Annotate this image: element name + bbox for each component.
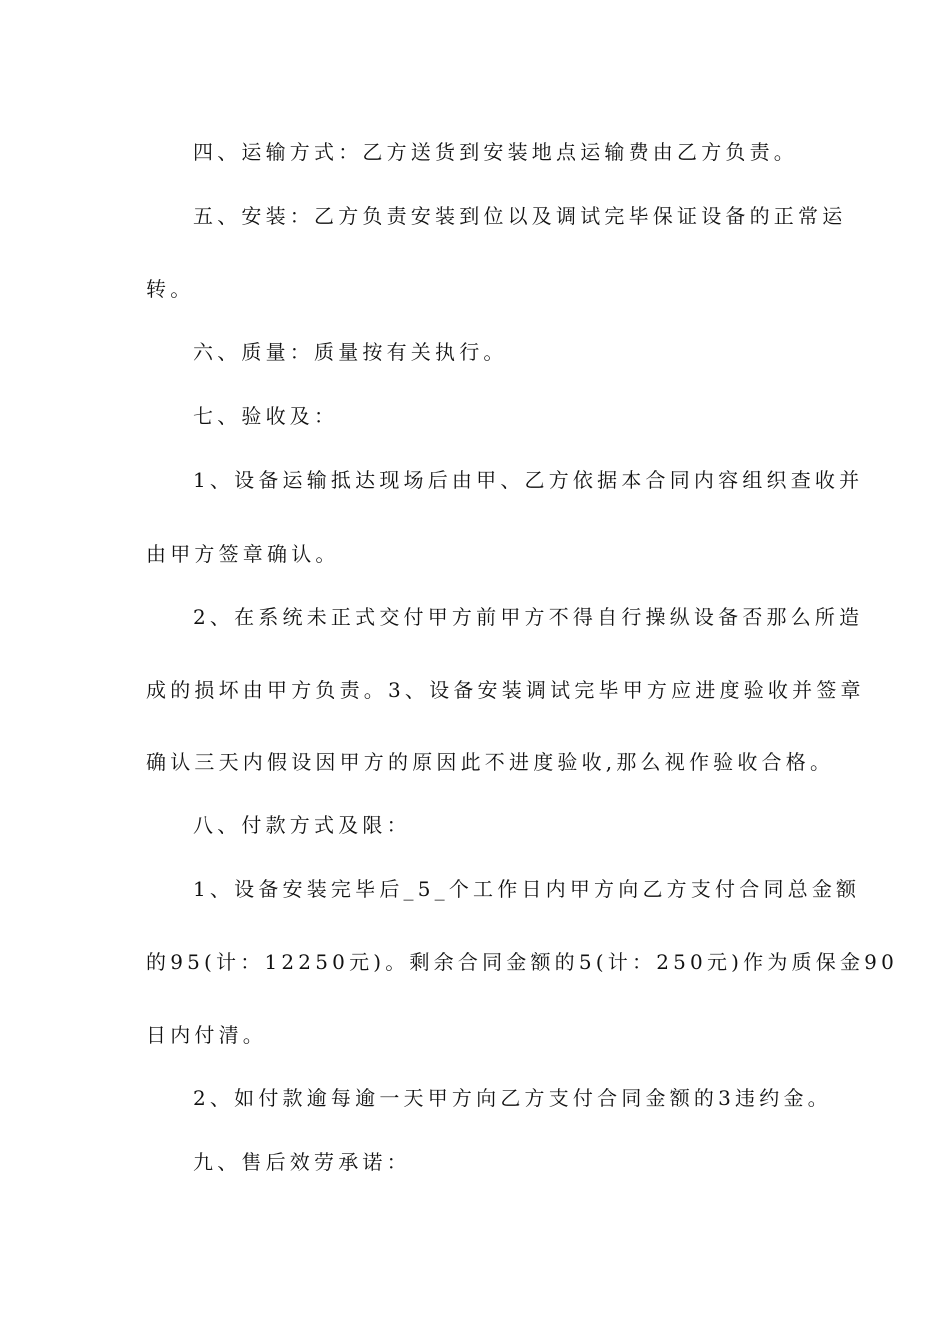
clause-9-after-sales-heading: 九、售后效劳承诺： bbox=[193, 1150, 411, 1174]
clause-7-item-2: 2、在系统未正式交付甲方前甲方不得自行操纵设备否那么所造 bbox=[193, 605, 864, 629]
clause-5-installation: 五、安装：乙方负责安装到位以及调试完毕保证设备的正常运 bbox=[193, 204, 847, 228]
clause-8-item-1-end: 日内付清。 bbox=[146, 1023, 267, 1047]
clause-7-item-1: 1、设备运输抵达现场后由甲、乙方依据本合同内容组织查收并 bbox=[193, 468, 864, 492]
clause-7-item-3-continued: 确认三天内假设因甲方的原因此不进度验收,那么视作验收合格。 bbox=[146, 750, 835, 774]
clause-7-item-2-continued: 成的损坏由甲方负责。3、设备安装调试完毕甲方应进度验收并签章 bbox=[146, 678, 865, 702]
clause-5-installation-continued: 转。 bbox=[146, 277, 195, 301]
clause-7-item-1-continued: 由甲方签章确认。 bbox=[146, 542, 340, 566]
clause-4-transport: 四、运输方式：乙方送货到安装地点运输费由乙方负责。 bbox=[193, 140, 798, 164]
clause-6-quality: 六、质量：质量按有关执行。 bbox=[193, 340, 508, 364]
clause-8-item-1: 1、设备安装完毕后_5_个工作日内甲方向乙方支付合同总金额 bbox=[193, 877, 861, 901]
clause-7-acceptance-heading: 七、验收及： bbox=[193, 404, 339, 428]
clause-8-payment-heading: 八、付款方式及限： bbox=[193, 813, 411, 837]
clause-8-item-2: 2、如付款逾每逾一天甲方向乙方支付合同金额的3违约金。 bbox=[193, 1086, 832, 1110]
clause-8-item-1-continued: 的95(计：12250元)。剩余合同金额的5(计：250元)作为质保金90 bbox=[146, 950, 899, 974]
